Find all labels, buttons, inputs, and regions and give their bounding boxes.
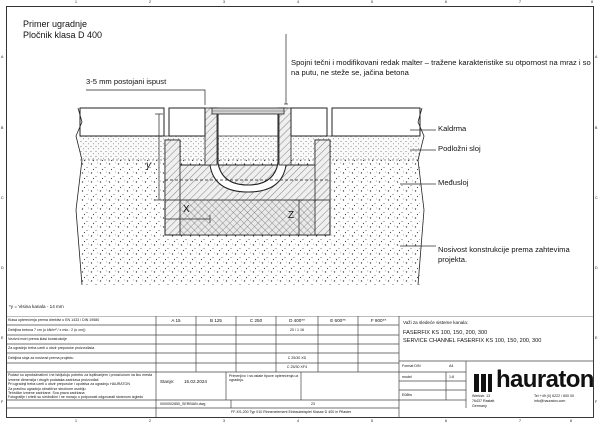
- frame-bottom-5: 5: [371, 419, 373, 423]
- document-title: FF-KS-200 Typ 010 Rinnenelement Einbaubeispiel Klasse D 400 in Pflaster: [231, 410, 352, 414]
- drawing-subtitle: Pločnik klasa D 400: [23, 30, 103, 40]
- logo-text: hauraton: [496, 366, 594, 393]
- scale-label: model: [402, 375, 412, 379]
- contact-email: info@hauraton.com: [534, 399, 566, 403]
- frame-left-b: B: [1, 126, 4, 130]
- status-label: Stanje:: [160, 379, 175, 384]
- class-d400: D 400**: [289, 318, 305, 323]
- frame-left-c: C: [1, 196, 4, 200]
- legal-6: Fotografije i crteži su simbolični i ne moraju u potpunosti odgovarati stvarnom izgledu: [8, 395, 144, 399]
- logo-mark-icon: [472, 372, 494, 394]
- joint-annotation: Spojni tečni i modifikovani redak malter – tražene karakteristike su otpornost na mraz i so na putu, ne steže se, jačina betona: [291, 58, 591, 77]
- paver-left-inner: [169, 108, 205, 136]
- frame-top-4: 4: [297, 0, 299, 4]
- class-b125: B 125: [209, 318, 222, 323]
- paving-label: Kaldrma: [438, 124, 467, 133]
- bedding-layer: [80, 136, 420, 160]
- paver-left-outer: [80, 108, 164, 136]
- address-line-1: Werkstr. 13: [472, 394, 491, 398]
- cell-row4-d: C 25/30 XD: [287, 356, 307, 360]
- frame-top-1: 1: [75, 0, 77, 4]
- frame-top-7: 7: [519, 0, 521, 4]
- interlayer-label: Međusloj: [438, 178, 469, 187]
- frame-top-8: 8: [591, 0, 593, 4]
- frame-top-2: 2: [149, 0, 151, 4]
- product-line-1: FASERFIX KS 100, 150, 200, 300: [403, 330, 488, 336]
- drawing-number: 0000002850_SERBIAN.dwg: [160, 402, 206, 406]
- note-2: Debljina betona 7 cm (u kN/m² / x min.: 2 (u cm)): [8, 328, 86, 332]
- frame-top-3: 3: [223, 0, 225, 4]
- class-e600-mark: **: [342, 318, 346, 323]
- status-date: 15.02.2024: [184, 379, 207, 384]
- gap-annotation: 3-5 mm postojani ispust: [86, 77, 167, 86]
- approval-note: Primenjivo i na ostale tipove opterećenja uz ugradnju.: [229, 374, 299, 383]
- contact-phone: Tel +49 (0) 6222 / 600 00: [534, 394, 575, 398]
- class-a15: A 15: [171, 318, 181, 323]
- title-block: [6, 316, 594, 418]
- frame-bottom-1: 1: [75, 419, 77, 423]
- frame-left-e: E: [1, 336, 4, 340]
- class-f900: F 900**: [370, 318, 387, 323]
- frame-left-a: A: [1, 55, 4, 59]
- frame-right-a: A: [595, 55, 598, 59]
- class-e600: E 600**: [330, 318, 346, 323]
- dim-y-label: y: [146, 160, 151, 171]
- format-label: Format DIN: [402, 364, 421, 368]
- note-4: Za ugradnju treba uzeti u obzir preporuke proizvođača: [8, 346, 95, 350]
- paver-right-outer: [332, 108, 420, 136]
- frame-bottom-2: 2: [149, 419, 151, 423]
- note-3: Vezivni mort prema klasi konstrukcije: [8, 337, 67, 341]
- frame-right-e: E: [595, 336, 598, 340]
- cell-row2-d: 20 / 1 16: [290, 328, 304, 332]
- legal-4: Za pravilnu ugradnju obratiti se stručnom osoblju: [8, 387, 86, 391]
- class-d400-mark: **: [301, 318, 305, 323]
- lang-label: E08fw: [402, 393, 412, 397]
- drawing-title: Primer ugradnje: [23, 19, 88, 29]
- description-heading: Važi za sledeće sisteme kanala:: [403, 320, 469, 325]
- note-5: Debljina sloja za nosivost prema projektu: [8, 356, 74, 360]
- frame-right-c: C: [595, 196, 598, 200]
- frame-top-5: 5: [371, 0, 373, 4]
- frame-bottom-4: 4: [297, 419, 299, 423]
- format-value: A4: [449, 364, 454, 368]
- frame-bottom-8: 8: [570, 419, 572, 423]
- scale-value: 1:8: [449, 375, 454, 379]
- class-f900-mark: **: [382, 318, 387, 323]
- sublayer-label: Podložni sloj: [438, 144, 481, 153]
- class-c250: C 250: [249, 318, 263, 323]
- cell-row5-d: C 25/30 XF4: [286, 365, 308, 369]
- footnote: *y = Visina kanala - 14 mm: [9, 304, 64, 309]
- frame-bottom-6: 6: [445, 419, 447, 423]
- note-1: Klasa opterećenja prema direktivi u EN 1433 / DIN 19580: [8, 318, 100, 322]
- sheet-number: 23: [311, 402, 315, 406]
- concrete-foundation: [180, 200, 315, 235]
- dim-x-label: X: [183, 204, 190, 215]
- legal-5: Tehničke izmene zadržane. Sva prava zadržana: [8, 391, 85, 395]
- product-line-2: SERVICE CHANNEL FASERFIX KS 100, 150, 200, 300: [403, 338, 542, 344]
- dim-z-label: Z: [288, 210, 295, 221]
- frame-right-f: F: [595, 400, 598, 404]
- legal-1: Podaci su aproksimativni i ne isključuju potrebu za ispitivanjem i proračunom na licu mesta: [8, 373, 153, 377]
- address-line-2: 76437 Rastatt: [472, 399, 495, 403]
- frame-top-6: 6: [445, 0, 447, 4]
- legal-2: Izmene dimenzija i drugih podataka zadržava proizvođač: [8, 378, 99, 382]
- frame-right-d: D: [595, 266, 598, 270]
- frame-bottom-3: 3: [223, 419, 225, 423]
- frame-left-d: D: [1, 266, 4, 270]
- legal-3: Pri ugradnji treba uzeti u obzir preporuke i uputstva za ugradnju HAURATON: [8, 382, 130, 386]
- frame-bottom-7: 7: [519, 419, 521, 423]
- base-label: Nosivost konstrukcije prema zahtevima projekta.: [438, 245, 570, 264]
- address-line-3: Germany: [472, 404, 487, 408]
- frame-right-b: B: [595, 126, 598, 130]
- frame-left-f: F: [1, 400, 4, 404]
- paver-right-inner: [291, 108, 327, 136]
